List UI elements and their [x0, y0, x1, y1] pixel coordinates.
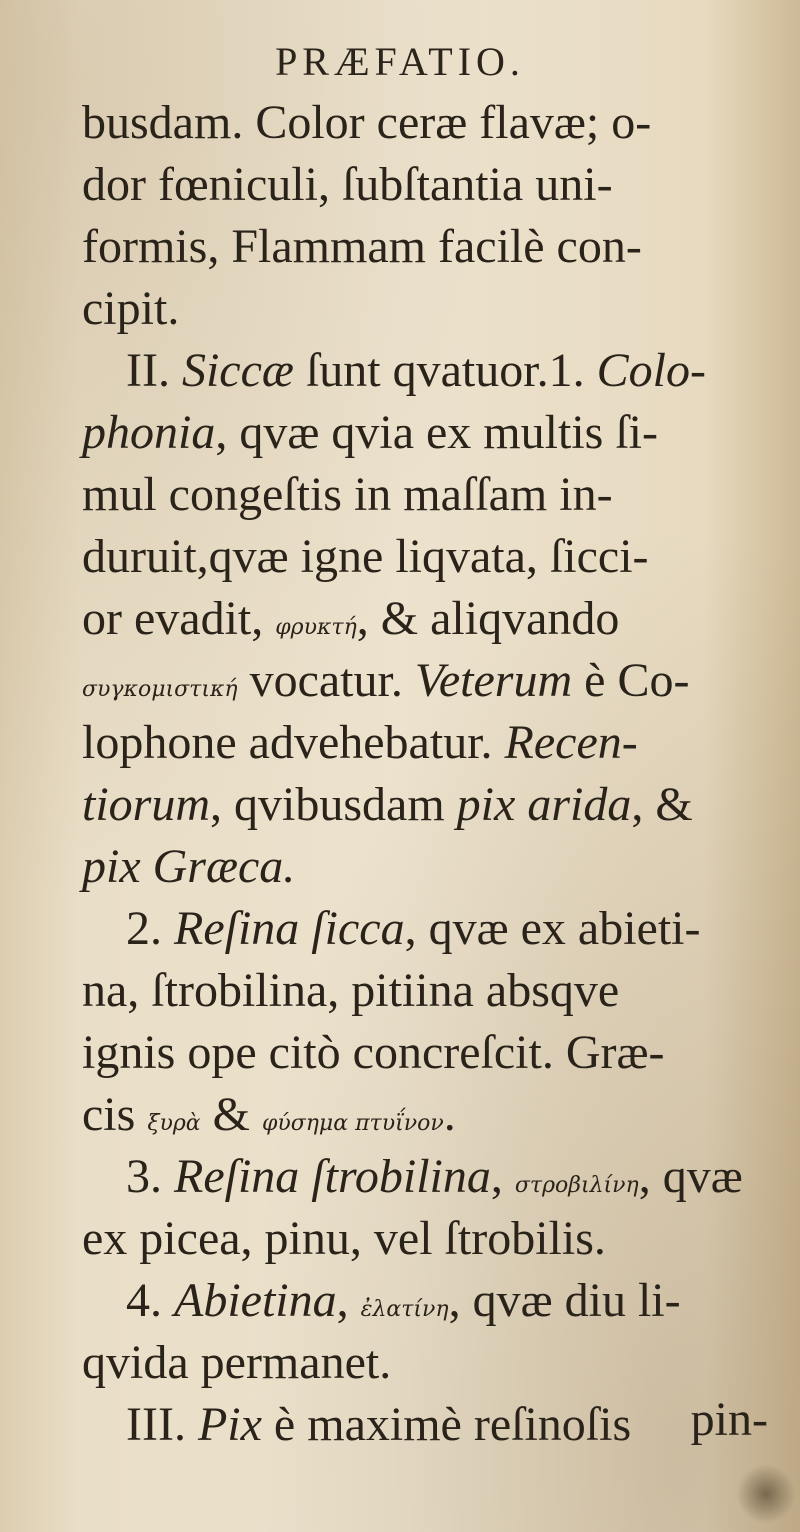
greek-word: συγκομιστική: [82, 677, 238, 702]
page-header: PRÆFATIO.: [275, 39, 525, 84]
italic-term: Colo-: [596, 344, 706, 397]
italic-term: Recen-: [504, 716, 638, 769]
italic-term: Reſina ſtrobilina: [174, 1150, 491, 1203]
italic-term: Pix: [197, 1398, 262, 1451]
text-run: , qvæ ex abieti-: [404, 902, 701, 955]
text-run: II.: [126, 344, 182, 397]
text-line: [82, 1332, 782, 1394]
body-text: [82, 92, 782, 1456]
text-run: III.: [126, 1398, 198, 1451]
italic-term: Reſina ſicca: [174, 902, 405, 955]
text-run: 2.: [126, 902, 174, 955]
text-run: &: [200, 1088, 262, 1141]
text-run: ignis ope citò concreſcit. Græ-: [82, 1026, 665, 1079]
text-line: [82, 650, 782, 712]
text-run: mul congeſtis in maſſam in-: [82, 468, 613, 521]
stain-mark: [736, 1464, 796, 1524]
text-line: [82, 526, 782, 588]
text-run: 3.: [126, 1150, 174, 1203]
text-line: [82, 1270, 782, 1332]
text-run: , qvæ diu li-: [448, 1274, 681, 1327]
greek-word: φρυκτή: [275, 615, 357, 640]
text-run: lophone advehebatur.: [82, 716, 505, 769]
text-run: duruit,qvæ igne liqvata, ſicci-: [82, 530, 649, 583]
text-line: [82, 464, 782, 526]
text-line: [82, 774, 782, 836]
text-line: [82, 1208, 782, 1270]
text-run: dor fœniculi, ſubſtantia uni-: [82, 158, 613, 211]
text-line: [82, 1084, 782, 1146]
text-run: cipit.: [82, 282, 180, 335]
text-run: , qvæ qvia ex multis ſi-: [215, 406, 658, 459]
text-line: [82, 278, 782, 340]
greek-word: φύσημα πτυΐνον: [261, 1111, 444, 1136]
italic-term: tiorum: [82, 778, 211, 831]
text-run: or evadit,: [82, 592, 276, 645]
text-run: , &: [631, 778, 693, 831]
greek-word: ξυρὰ: [147, 1111, 201, 1136]
text-line: [82, 216, 782, 278]
text-run: qvida permanet.: [82, 1336, 392, 1389]
greek-word: ἐλατίνη: [360, 1297, 449, 1322]
text-line: [82, 1022, 782, 1084]
text-line: [82, 898, 782, 960]
text-run: cis: [82, 1088, 148, 1141]
text-run: 4.: [126, 1274, 174, 1327]
text-line: [82, 1146, 782, 1208]
text-run: formis, Flammam facilè con-: [82, 220, 642, 273]
text-run: è maximè reſinoſis: [261, 1398, 632, 1451]
text-run: na, ſtrobilina, pitiina absqve: [82, 964, 620, 1017]
italic-term: Abietina: [174, 1274, 337, 1327]
text-line: [82, 402, 782, 464]
italic-term: Veterum: [414, 654, 573, 707]
text-run: è Co-: [572, 654, 690, 707]
text-run: , qvæ: [638, 1150, 743, 1203]
text-run: busdam. Color ceræ flavæ; o-: [82, 96, 652, 149]
italic-term: pix Græca.: [82, 840, 296, 893]
italic-term: Siccæ: [181, 344, 294, 397]
text-line: [82, 588, 782, 650]
text-run: , & aliqvando: [356, 592, 620, 645]
text-line: [82, 712, 782, 774]
catchword: pin-: [690, 1393, 768, 1446]
text-run: , qvibusdam: [210, 778, 457, 831]
text-run: ex picea, pinu, vel ſtrobilis.: [82, 1212, 606, 1265]
text-run: vocatur.: [237, 654, 415, 707]
greek-word: στροβιλίνη: [514, 1173, 639, 1198]
text-line: [82, 154, 782, 216]
italic-term: phonia: [82, 406, 216, 459]
text-run: ,: [490, 1150, 515, 1203]
italic-term: pix arida: [456, 778, 632, 831]
text-line: [82, 340, 782, 402]
text-run: .: [443, 1088, 456, 1141]
text-line: [82, 1394, 782, 1456]
text-line: [82, 92, 782, 154]
text-run: ſunt qvatuor.1.: [293, 344, 597, 397]
text-line: [82, 960, 782, 1022]
text-run: ,: [336, 1274, 361, 1327]
text-line: [82, 836, 782, 898]
